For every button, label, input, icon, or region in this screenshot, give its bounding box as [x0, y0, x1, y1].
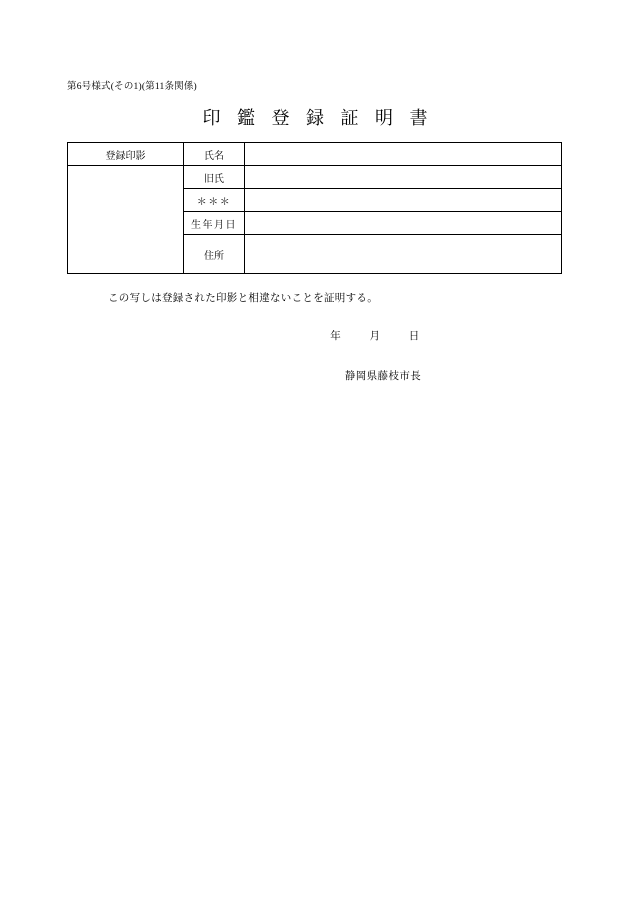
value-former-name[interactable] — [245, 166, 562, 189]
certification-statement: この写しは登録された印影と相違ないことを証明する。 — [108, 293, 378, 304]
table-row — [68, 143, 562, 166]
value-address[interactable] — [245, 235, 562, 274]
certificate-table — [67, 142, 562, 274]
date-day-label: 日 — [408, 331, 420, 342]
value-birthdate[interactable] — [245, 212, 562, 235]
date-month-label: 月 — [369, 331, 381, 342]
label-name: 氏名 — [184, 143, 245, 166]
label-former-name: 旧氏 — [184, 166, 245, 189]
table-row — [68, 166, 562, 189]
label-stars: ＊＊＊ — [184, 189, 245, 212]
issuer-name: 静岡県藤枝市長 — [344, 371, 422, 382]
form-number: 第6号様式(その1)(第11条関係) — [67, 82, 197, 92]
seal-impression-box[interactable] — [68, 166, 184, 274]
value-name[interactable] — [245, 143, 562, 166]
label-birthdate: 生年月日 — [184, 212, 245, 235]
date-year-label: 年 — [330, 331, 342, 342]
page-title: 印 鑑 登 録 証 明 書 — [202, 108, 434, 128]
issue-date-line — [0, 328, 630, 343]
label-address: 住所 — [184, 235, 245, 274]
value-stars[interactable] — [245, 189, 562, 212]
seal-impression-header: 登録印影 — [68, 143, 184, 166]
